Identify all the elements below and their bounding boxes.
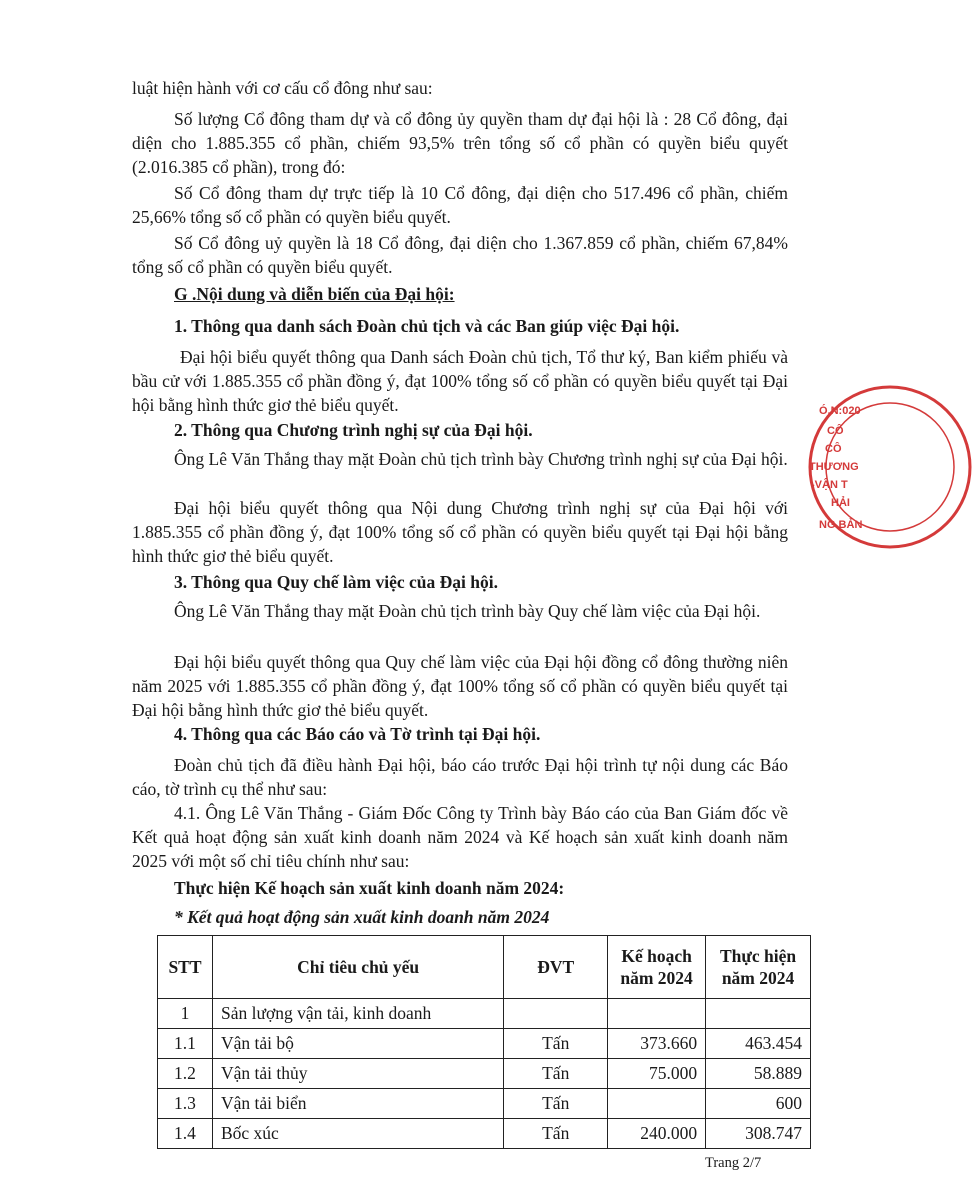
cell-thuc-hien: 308.747 xyxy=(706,1119,811,1149)
heading-business-results-2024: * Kết quả hoạt động sản xuất kinh doanh năm 2024 xyxy=(174,907,550,927)
section-heading-g: G .Nội dung và diễn biến của Đại hội: xyxy=(174,284,455,304)
cell-chi-tieu: Vận tải bộ xyxy=(212,1029,503,1059)
header-stt: STT xyxy=(158,936,213,999)
cell-chi-tieu: Sản lượng vận tải, kinh doanh xyxy=(212,999,503,1029)
company-seal-icon xyxy=(805,382,975,552)
stamp-line: NG BẢN xyxy=(819,519,863,531)
header-chi-tieu: Chỉ tiêu chủ yếu xyxy=(212,936,503,999)
paragraph-item-2-presenter: Ông Lê Văn Thắng thay mặt Đoàn chủ tịch trình bày Chương trình nghị sự của Đại hội. xyxy=(174,449,788,469)
cell-ke-hoach xyxy=(608,999,706,1029)
table-row xyxy=(158,1119,811,1149)
cell-thuc-hien xyxy=(706,999,811,1029)
cell-ke-hoach: 240.000 xyxy=(608,1119,706,1149)
paragraph-item-4-1: 4.1. Ông Lê Văn Thắng - Giám Đốc Công ty Trình bày Báo cáo của Ban Giám đốc về Kết quả hoạt động sản xuất kinh doanh năm 2024 và Kế hoạch sản xuất kinh doanh năm 2025 với một số chỉ tiêu chính như sau: xyxy=(132,803,788,871)
business-results-table xyxy=(157,935,811,1149)
paragraph-item-1: Đại hội biểu quyết thông qua Danh sách Đoàn chủ tịch, Tổ thư ký, Ban kiểm phiếu và bầu cử với 1.885.355 cổ phần đồng ý, đạt 100% tổng số cổ phần có quyền biểu quyết tại Đại hội bằng hình thức giơ thẻ biểu quyết. xyxy=(132,347,788,415)
cell-chi-tieu: Vận tải biển xyxy=(212,1089,503,1119)
cell-stt: 1.4 xyxy=(158,1119,213,1149)
cell-thuc-hien: 463.454 xyxy=(706,1029,811,1059)
table-row xyxy=(158,1089,811,1119)
cell-stt: 1 xyxy=(158,999,213,1029)
paragraph-item-4-intro: Đoàn chủ tịch đã điều hành Đại hội, báo cáo trước Đại hội trình tự nội dung các Báo cáo, tờ trình cụ thể như sau: xyxy=(132,755,788,799)
paragraph-item-3-vote: Đại hội biểu quyết thông qua Quy chế làm việc của Đại hội đồng cổ đông thường niên năm 2025 với 1.885.355 cổ phần đồng ý, đạt 100% tổng số cổ phần có quyền biểu quyết tại Đại hội bằng hình thức giơ thẻ biểu quyết. xyxy=(132,652,788,720)
cell-stt: 1.2 xyxy=(158,1059,213,1089)
cell-thuc-hien: 58.889 xyxy=(706,1059,811,1089)
table-row xyxy=(158,1029,811,1059)
table-row xyxy=(158,1059,811,1089)
paragraph-item-3-presenter: Ông Lê Văn Thắng thay mặt Đoàn chủ tịch trình bày Quy chế làm việc của Đại hội. xyxy=(174,601,761,621)
cell-thuc-hien: 600 xyxy=(706,1089,811,1119)
paragraph-direct-attendance: Số Cổ đông tham dự trực tiếp là 10 Cổ đông, đại diện cho 517.496 cổ phần, chiếm 25,66% tổng số cổ phần có quyền biểu quyết. xyxy=(132,183,788,227)
table-header-row xyxy=(158,936,811,999)
cell-dvt: Tấn xyxy=(504,1089,608,1119)
paragraph-proxy-attendance: Số Cổ đông uỷ quyền là 18 Cổ đông, đại diện cho 1.367.859 cổ phần, chiếm 67,84% tổng số cổ phần có quyền biểu quyết. xyxy=(132,233,788,277)
heading-item-4: 4. Thông qua các Báo cáo và Tờ trình tại Đại hội. xyxy=(174,724,541,744)
stamp-line: -VẬN T xyxy=(811,479,848,491)
stamp-line: CÔ xyxy=(827,425,844,437)
cell-chi-tieu: Vận tải thủy xyxy=(212,1059,503,1089)
header-thuc-hien: Thực hiện năm 2024 xyxy=(706,936,811,999)
cell-dvt xyxy=(504,999,608,1029)
paragraph-shareholder-count: Số lượng Cổ đông tham dự và cổ đông ủy quyền tham dự đại hội là : 28 Cổ đông, đại diện cho 1.885.355 cổ phần, chiếm 93,5% trên tổng số cổ phần có quyền biểu quyết (2.016.385 cổ phần), trong đó: xyxy=(132,109,788,177)
header-ke-hoach: Kế hoạch năm 2024 xyxy=(608,936,706,999)
heading-item-2: 2. Thông qua Chương trình nghị sự của Đại hội. xyxy=(174,420,533,440)
cell-ke-hoach xyxy=(608,1089,706,1119)
header-dvt: ĐVT xyxy=(504,936,608,999)
cell-chi-tieu: Bốc xúc xyxy=(212,1119,503,1149)
heading-plan-2024: Thực hiện Kế hoạch sản xuất kinh doanh năm 2024: xyxy=(174,878,565,898)
stamp-line: Ó.N:020 xyxy=(819,405,861,417)
heading-item-3: 3. Thông qua Quy chế làm việc của Đại hội. xyxy=(174,572,498,592)
page-number: Trang 2/7 xyxy=(705,1155,762,1171)
paragraph-item-2-vote: Đại hội biểu quyết thông qua Nội dung Chương trình nghị sự của Đại hội với 1.885.355 cổ phần đồng ý, đạt 100% tổng số cổ phần có quyền biểu quyết tại Đại hội bằng hình thức giơ thẻ biểu quyết. xyxy=(132,498,788,566)
cell-dvt: Tấn xyxy=(504,1029,608,1059)
cell-stt: 1.3 xyxy=(158,1089,213,1119)
cell-ke-hoach: 75.000 xyxy=(608,1059,706,1089)
cell-dvt: Tấn xyxy=(504,1119,608,1149)
cell-stt: 1.1 xyxy=(158,1029,213,1059)
stamp-line: THƯƠNG xyxy=(809,461,859,473)
cell-ke-hoach: 373.660 xyxy=(608,1029,706,1059)
stamp-line: CÔ xyxy=(825,443,842,455)
table-row xyxy=(158,999,811,1029)
paragraph-intro: luật hiện hành với cơ cấu cổ đông như sau: xyxy=(132,78,433,98)
cell-dvt: Tấn xyxy=(504,1059,608,1089)
heading-item-1: 1. Thông qua danh sách Đoàn chủ tịch và các Ban giúp việc Đại hội. xyxy=(174,316,680,336)
stamp-line: HẢI xyxy=(831,497,850,509)
